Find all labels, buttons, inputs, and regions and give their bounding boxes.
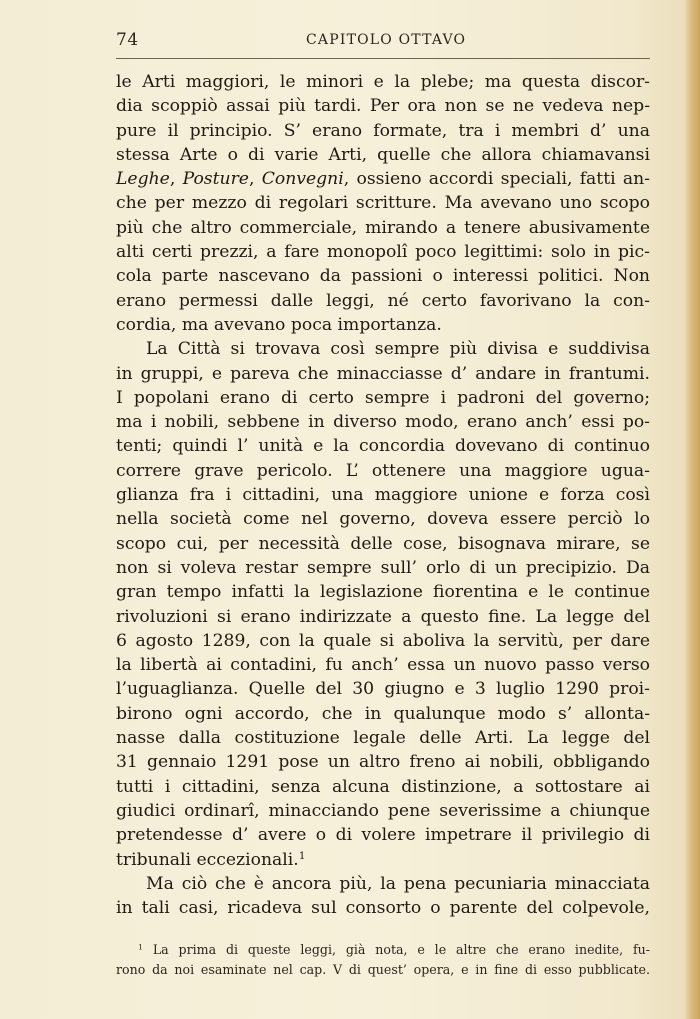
text-line: in tali casi, ricadeva sul consorto o parente del colpevole, <box>116 898 650 919</box>
text-fragment: , <box>248 169 262 190</box>
text-fragment: , ossieno accordi speciali, fatti an- <box>343 169 650 190</box>
text-line: più che altro commerciale, mirando a tenere abusivamente <box>116 217 650 238</box>
italic-term: Convegni <box>261 169 344 190</box>
text-line: stessa Arte o di varie Arti, quelle che allora chiamavansi <box>116 144 650 165</box>
text-line: Ma ciò che è ancora più, la pena pecuniaria minacciata <box>146 873 650 894</box>
text-line: alti certi prezzi, a fare monopolî poco legittimi: solo in pic- <box>116 242 650 263</box>
text-line: tenti; quindi l’ unità e la concordia dovevano di continuo <box>116 436 650 457</box>
text-line: scopo cui, per necessità delle cose, bisognava mirare, se <box>116 533 650 554</box>
text-line: birono ogni accordo, che in qualunque modo s’ allonta- <box>116 703 650 724</box>
text-line: le Arti maggiori, le minori e la plebe; ma questa discor- <box>116 72 650 92</box>
body-text <box>116 70 650 920</box>
footnote-line <box>116 940 650 960</box>
text-line: tutti i cittadini, senza alcuna distinzione, a sottostare ai <box>116 776 650 797</box>
text-line: ma i nobili, sebbene in diverso modo, erano anch’ essi po- <box>116 412 650 433</box>
italic-term: Leghe <box>116 169 170 190</box>
text-line: la libertà ai contadini, fu anch’ essa un nuovo passo verso <box>116 655 650 676</box>
text-line: cordia, ma avevano poca importanza. <box>116 314 442 335</box>
text-fragment: , <box>169 169 183 190</box>
text-line: nasse dalla costituzione legale delle Arti. La legge del <box>116 728 650 749</box>
text-line: cola parte nascevano da passioni o interessi politici. Non <box>116 266 650 287</box>
footnote-marker: 1 <box>138 942 143 952</box>
text-line <box>116 848 650 872</box>
text-line: nella società come nel governo, doveva essere perciò lo <box>116 509 650 530</box>
text-line: giudici ordinarî, minacciando pene severissime a chiunque <box>116 800 650 821</box>
text-line: glianza fra i cittadini, una maggiore unione e forza così <box>116 485 650 506</box>
text-line: che per mezzo di regolari scritture. Ma avevano uno scopo <box>116 193 650 214</box>
text-line: pretendesse d’ avere o di volere impetrare il privilegio di <box>116 825 650 846</box>
italic-term: Posture <box>182 169 249 190</box>
text-fragment: tribunali eccezionali. <box>116 849 299 870</box>
page-number: 74 <box>116 30 139 50</box>
page-edge <box>684 0 700 1019</box>
text-line: non si voleva restar sempre sull’ orlo di un precipizio. Da <box>116 557 650 578</box>
footnote-text: La prima di queste leggi, già nota, e le altre che erano inedite, fu- <box>142 942 650 957</box>
text-line: La Città si trovava così sempre più divisa e suddivisa <box>146 339 650 360</box>
text-line: 31 gennaio 1291 pose un altro freno ai nobili, obbligando <box>116 752 650 773</box>
footnote-line: rono da noi esaminate nel cap. V di quest’ opera, e in fine di esso pubblicate. <box>116 962 650 977</box>
footnote-reference: 1 <box>298 848 306 862</box>
text-line: 6 agosto 1289, con la quale si aboliva la servitù, per dare <box>116 630 650 651</box>
running-head: CAPITOLO OTTAVO <box>306 32 467 48</box>
text-line: l’uguaglianza. Quelle del 30 giugno e 3 luglio 1290 proi- <box>116 679 650 700</box>
footnote <box>116 940 650 980</box>
text-line: correre grave pericolo. L’ ottenere una maggiore ugua- <box>116 460 650 481</box>
page-header <box>116 30 650 54</box>
text-line: gran tempo infatti la legislazione fiorentina e le continue <box>116 582 650 603</box>
text-line: I popolani erano di certo sempre i padroni del governo; <box>116 387 650 408</box>
text-line: rivoluzioni si erano indirizzate a questo fine. La legge del <box>116 606 650 627</box>
text-line: erano permessi dalle leggi, né certo favorivano la con- <box>116 290 650 311</box>
header-rule <box>116 58 650 59</box>
text-line: in gruppi, e pareva che minacciasse d’ andare in frantumi. <box>116 363 650 384</box>
text-line: dia scoppiò assai più tardi. Per ora non se ne vedeva nep- <box>116 96 650 117</box>
text-line: pure il principio. S’ erano formate, tra i membri d’ una <box>116 120 650 141</box>
text-line <box>116 167 650 191</box>
